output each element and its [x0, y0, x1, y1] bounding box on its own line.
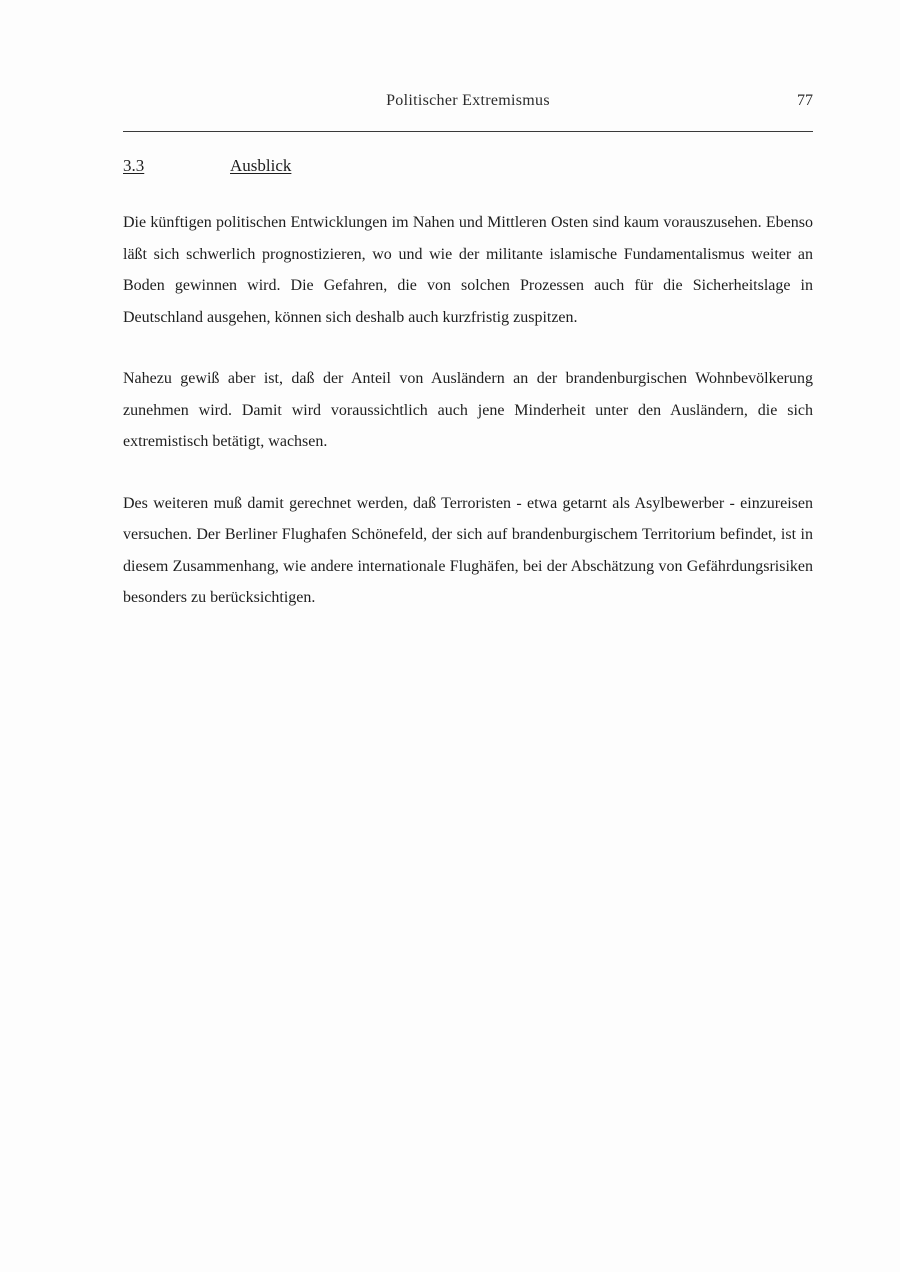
body-text [123, 207, 813, 644]
section-title: Ausblick [230, 156, 292, 175]
paragraph-terrorism: Des weiteren muß damit gerechnet werden, daß Terroristen - etwa getarnt als Asylbewerber - einzureisen versuchen. Der Berliner Flughafen Schönefeld, der sich auf brandenburgischem Territorium befindet, ist in diesem Zusammenhang, wie andere internationale Flughäfen, bei der Abschätzung von Gefährdungsrisiken besonders zu berücksichtigen. [123, 494, 813, 606]
running-title: Politischer Extremismus [386, 92, 550, 109]
paragraph-outlook: Die künftigen politischen Entwicklungen im Nahen und Mittleren Osten sind kaum vorauszusehen. Ebenso läßt sich schwerlich prognostizieren, wo und wie der militante islamische Fundamentalismus weiter an Boden gewinnen wird. Die Gefahren, die von solchen Prozessen auch für die Sicherheitslage in Deutschland ausgehen, können sich deshalb auch kurzfristig zuspitzen. [123, 214, 813, 326]
header-rule [123, 131, 813, 132]
section-number: 3.3 [123, 156, 145, 175]
running-header [123, 92, 813, 114]
page-number: 77 [797, 92, 813, 109]
paragraph-foreigners: Nahezu gewiß aber ist, daß der Anteil von Ausländern an der brandenburgischen Wohnbevölkerung zunehmen wird. Damit wird voraussichtlich auch jene Minderheit unter den Ausländern, die sich extremistisch betätigt, wachsen. [123, 370, 813, 450]
